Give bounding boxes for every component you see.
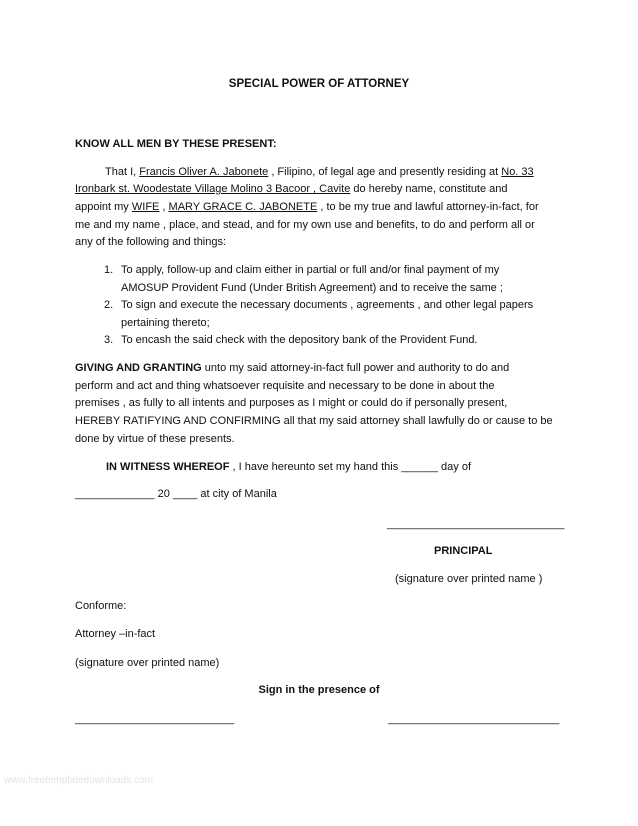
- principal-caption: (signature over printed name ): [395, 573, 543, 585]
- watermark: www.freetemplatedownloads.com: [4, 775, 153, 786]
- know-all-heading: KNOW ALL MEN BY THESE PRESENT:: [75, 138, 277, 150]
- witnesses-heading: Sign in the presence of: [258, 684, 380, 696]
- document-title: SPECIAL POWER OF ATTORNEY: [228, 78, 410, 90]
- giving-line-1: GIVING AND GRANTING unto my said attorney-in-fact full power and authority to do and: [75, 362, 510, 374]
- intro-line-4: me and my name , place, and stead, and for my own use and benefits, to do and perform all or: [75, 219, 535, 231]
- list-item-1-line-1: To apply, follow-up and claim either in partial or full and/or final payment of my: [121, 264, 500, 276]
- list-number-3: 3.: [104, 334, 114, 346]
- giving-line-3: premises , as fully to all intents and purposes as I might or could do if personally present,: [75, 397, 508, 409]
- intro-line-1: That I, Francis Oliver A. Jabonete , Filipino, of legal age and presently residing at No. 33: [105, 166, 534, 178]
- relation: WIFE: [131, 201, 160, 213]
- intro-line-3: appoint my WIFE , MARY GRACE C. JABONETE , to be my true and lawful attorney-in-fact, for: [75, 201, 539, 213]
- attorney-caption: (signature over printed name): [75, 657, 220, 669]
- list-number-2: 2.: [104, 299, 114, 311]
- principal-signature-line: _____________________________: [387, 518, 565, 530]
- attorney-role: Attorney –in-fact: [75, 628, 156, 640]
- date-line: _____________ 20 ____ at city of Manila: [75, 488, 277, 500]
- conforme-label: Conforme:: [75, 600, 127, 612]
- address-part-2: Ironbark st. Woodestate Village Molino 3 Bacoor , Cavite: [75, 183, 351, 195]
- list-item-1-line-2: AMOSUP Provident Fund (Under British Agreement) and to receive the same ;: [121, 282, 503, 294]
- list-number-1: 1.: [104, 264, 114, 276]
- witness-line: IN WITNESS WHEREOF , I have hereunto set my hand this ______ day of: [106, 461, 472, 473]
- principal-name: Francis Oliver A. Jabonete: [139, 166, 269, 178]
- principal-label: PRINCIPAL: [434, 545, 493, 557]
- giving-line-2: perform and act and thing whatsoever requisite and necessary to be done in about the: [75, 380, 495, 392]
- list-item-2-line-1: To sign and execute the necessary documents , agreements , and other legal papers: [121, 299, 534, 311]
- address-part-1: No. 33: [501, 166, 534, 178]
- intro-line-2: Ironbark st. Woodestate Village Molino 3 Bacoor , Cavite do hereby name, constitute and: [75, 183, 508, 195]
- witness-left-line: __________________________: [75, 713, 235, 725]
- attorney-name: MARY GRACE C. JABONETE: [168, 201, 318, 213]
- intro-line-5: any of the following and things:: [75, 236, 227, 248]
- witness-right-line: ____________________________: [388, 713, 560, 725]
- list-item-2-line-2: pertaining thereto;: [121, 317, 210, 329]
- list-item-3: To encash the said check with the depository bank of the Provident Fund.: [121, 334, 478, 346]
- giving-line-4: HEREBY RATIFYING AND CONFIRMING all that my said attorney shall lawfully do or cause to be: [75, 415, 553, 427]
- giving-line-5: done by virtue of these presents.: [75, 433, 235, 445]
